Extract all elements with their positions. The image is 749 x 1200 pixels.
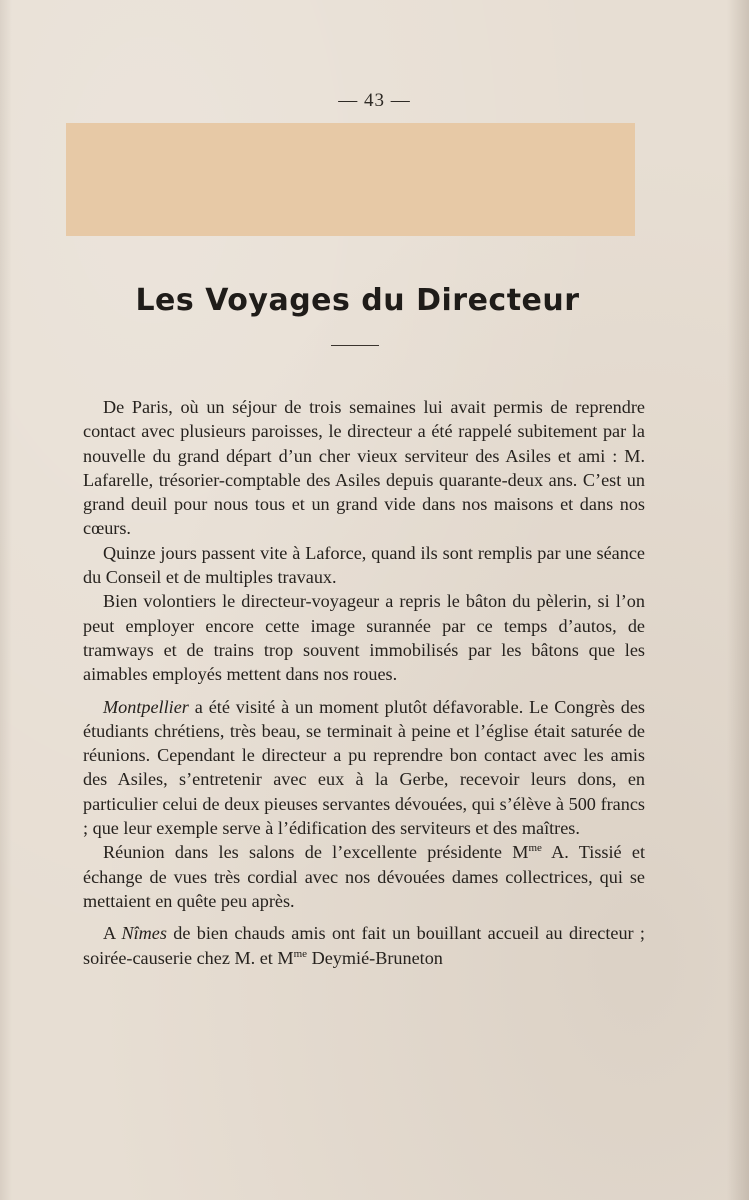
paragraph-text: De Paris, où un séjour de trois semaines lui avait permis de reprendre contact avec plusieurs paroisses, le directeur a été rappelé subitement par la nouvelle du grand départ d’un cher vieux serviteur des Asiles et ami : M. Lafarelle, trésorier-comptable des Asiles depuis quarante-deux ans. C’est un grand deuil pour nous tous et un grand vide dans nos maisons et dans nos cœurs. xyxy=(83,397,645,539)
paragraph-text: a été visité à un moment plutôt défavorable. Le Congrès des étudiants chrétiens, très beau, se terminait à peine et l’église était saturée de réunions. Cependant le directeur a pu reprendre bon contact avec les amis des Asiles, s’entretenir avec eux à la Gerbe, recevoir leurs dons, en particulier celui de deux pieuses servantes dévouées, qui s’élève à 500 francs ; que leur exemple serve à l’édification des serviteurs et des maîtres. xyxy=(83,696,645,839)
paragraph-text: Quinze jours passent vite à Laforce, quand ils sont remplis par une séance du Conseil et de multiples travaux. xyxy=(83,542,645,588)
superscript: me xyxy=(293,947,308,960)
redacted-block xyxy=(66,123,635,236)
paragraph-text: A. Tissié et échange de vues très cordial avec nos dévouées dames collectrices, qui se mettaient en quête peu après. xyxy=(83,842,645,911)
chapter-title: Les Voyages du Directeur xyxy=(135,283,580,318)
title-divider xyxy=(331,345,379,346)
superscript: me xyxy=(528,842,542,855)
paragraph-text: A xyxy=(103,923,122,944)
paragraph-text: Deymié-Bruneton xyxy=(307,947,443,968)
page-edge-shadow-right xyxy=(727,0,749,1200)
place-name-montpellier: Montpellier xyxy=(103,696,189,717)
place-name-nimes: Nîmes xyxy=(121,923,167,944)
page-number: — 43 — xyxy=(338,90,411,111)
paragraph xyxy=(83,695,645,841)
paragraph xyxy=(83,589,645,686)
paragraph xyxy=(83,541,645,590)
paragraph-text: Réunion dans les salons de l’excellente présidente M xyxy=(103,842,529,863)
body-text xyxy=(83,395,645,970)
paragraph xyxy=(83,921,645,970)
paragraph-text: Bien volontiers le directeur-voyageur a repris le bâton du pèlerin, si l’on peut employer encore cette image surannée par ce temps d’autos, de tramways et de trains trop souvent immobilisés par les bâtons que les aimables employés mettent dans nos roues. xyxy=(83,591,645,685)
page-edge-shadow-left xyxy=(0,0,12,1200)
paragraph xyxy=(83,395,645,541)
paragraph xyxy=(83,840,645,913)
paragraph-text: de bien chauds amis ont fait un bouillant accueil au directeur ; soirée-causerie chez M. et M xyxy=(83,923,645,968)
